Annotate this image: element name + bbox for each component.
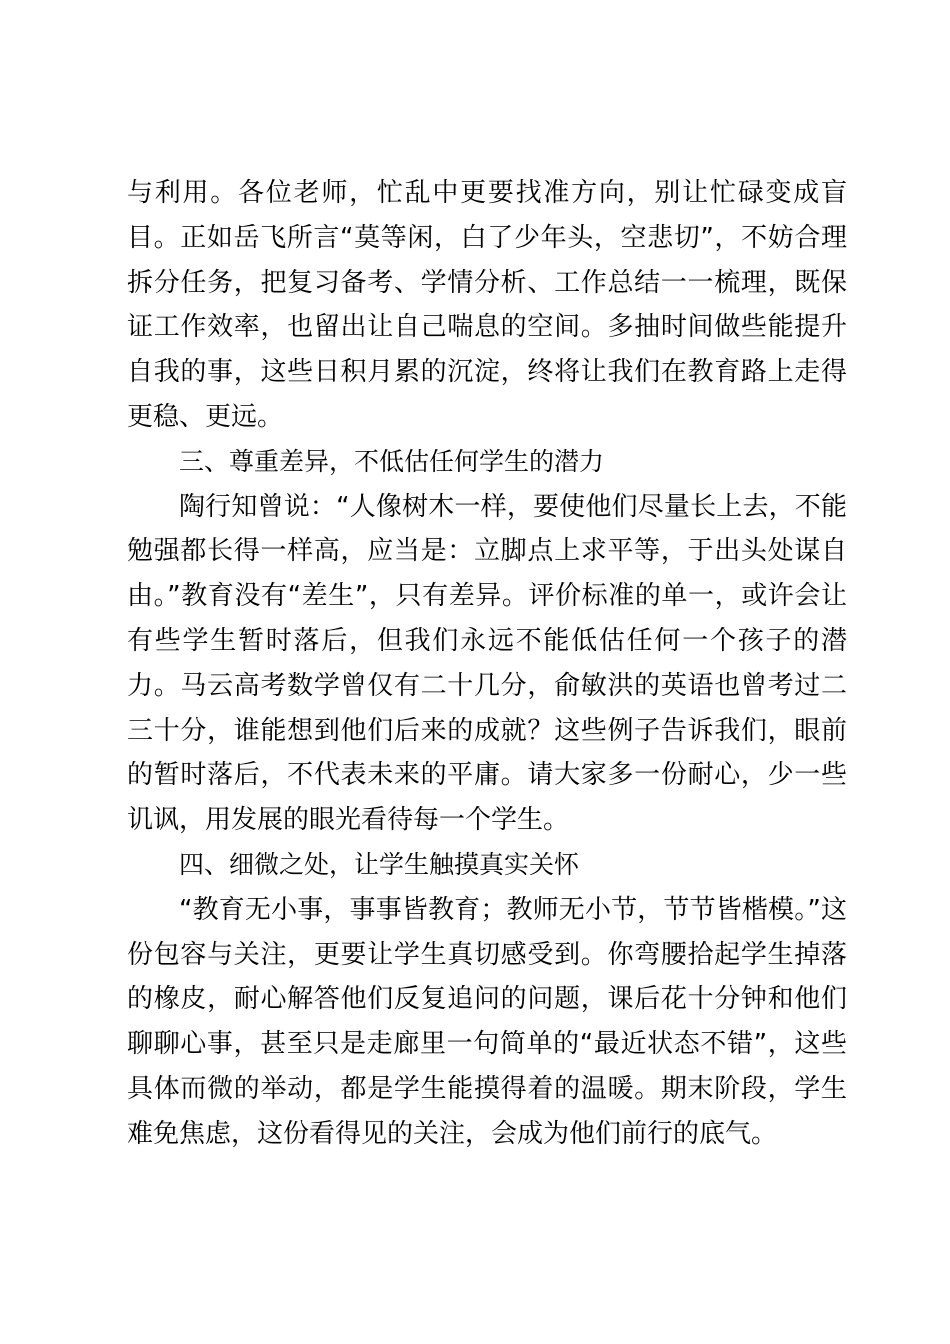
paragraph-continuation: 与利用。各位老师，忙乱中更要找准方向，别让忙碌变成盲目。正如岳飞所言“莫等闲，白了少年头，空悲切”，不妨合理拆分任务，把复习备考、学情分析、工作总结一一梳理，既保证工作效率，也留出让自己喘息的空间。多抽时间做些能提升自我的事，这些日积月累的沉淀，终将让我们在教育路上走得更稳、更远。 — [127, 178, 847, 432]
paragraph-education-no-small-matter: “教育无小事，事事皆教育；教师无小节，节节皆楷模。”这份包容与关注，更要让学生真切感受到。你弯腰拾起学生掉落的橡皮，耐心解答他们反复追问的问题，课后花十分钟和他们聊聊心事，甚至只是走廊里一句简单的“最近状态不错”，这些具体而微的举动，都是学生能摸得着的温暖。期末阶段，学生难免焦虑，这份看得见的关注，会成为他们前行的底气。 — [127, 894, 847, 1149]
section-heading-small-details: 四、细微之处，让学生触摸真实关怀 — [179, 849, 580, 879]
section-heading-respect-differences: 三、尊重差异，不低估任何学生的潜力 — [179, 446, 605, 476]
document-body — [127, 171, 847, 1157]
paragraph-tao-xingzhi-quote: 陶行知曾说：“人像树木一样，要使他们尽量长上去，不能勉强都长得一样高，应当是：立脚点上求平等，于出头处谋自由。”教育没有“差生”，只有差异。评价标准的单一，或许会让有些学生暂时落后，但我们永远不能低估任何一个孩子的潜力。马云高考数学曾仅有二十几分，俞敏洪的英语也曾考过二三十分，谁能想到他们后来的成就？这些例子告诉我们，眼前的暂时落后，不代表未来的平庸。请大家多一份耐心，少一些讥讽，用发展的眼光看待每一个学生。 — [127, 491, 847, 836]
